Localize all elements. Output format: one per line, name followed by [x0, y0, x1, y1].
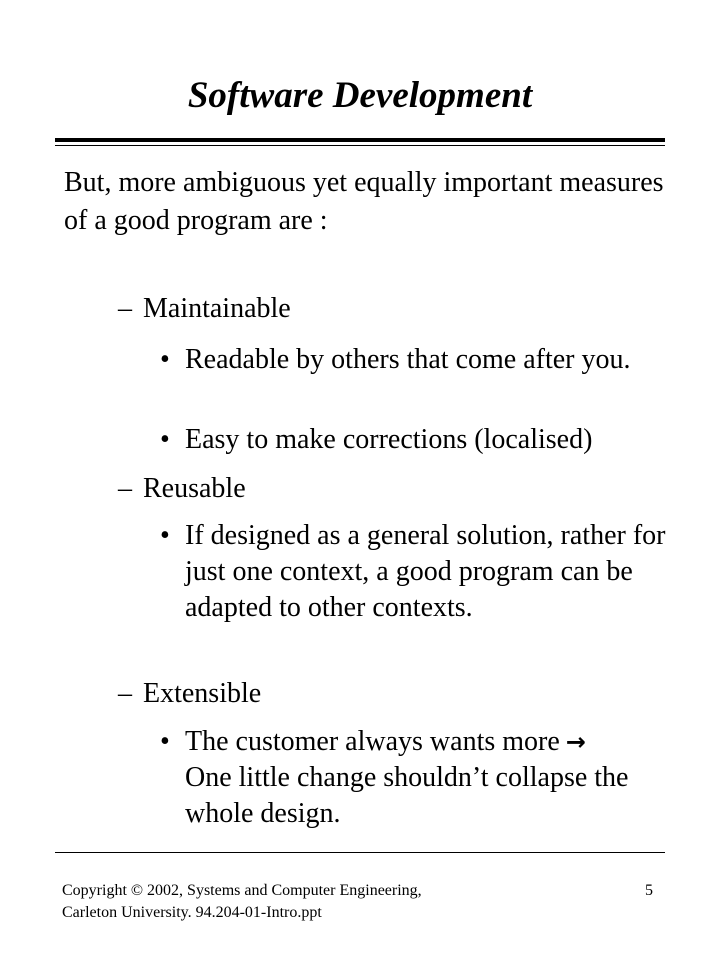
bullet-marker: • [160, 520, 170, 551]
title-divider-thick [55, 138, 665, 142]
footer-divider [55, 852, 665, 853]
heading-label: Reusable [143, 473, 246, 504]
dash-marker: – [118, 293, 132, 324]
heading-label: Extensible [143, 678, 262, 709]
slide-title: Software Development [187, 75, 533, 116]
footer-line-1: Copyright © 2002, Systems and Computer Engineering, [62, 882, 422, 899]
footer-copyright [62, 880, 522, 924]
bullet-marker: • [160, 344, 170, 375]
bullet-text: Easy to make corrections (localised) [185, 424, 593, 455]
title-divider-thin [55, 145, 665, 146]
dash-marker: – [118, 678, 132, 709]
arrow-right-icon: → [565, 728, 586, 756]
intro-text: But, more ambiguous yet equally important measures of a good program are : [64, 167, 664, 236]
bullet-text [185, 724, 675, 832]
footer-line-2: Carleton University. 94.204-01-Intro.ppt [62, 904, 322, 921]
page-number: 5 [645, 882, 653, 899]
bullet-text-part2: One little change shouldn’t collapse the whole design. [185, 762, 629, 829]
bullet-marker: • [160, 726, 170, 757]
bullet-marker: • [160, 424, 170, 455]
bullet-text: If designed as a general solution, rather for just one context, a good program can be adapted to other contexts. [185, 520, 666, 623]
bullet-text: Readable by others that come after you. [185, 344, 631, 375]
dash-marker: – [118, 473, 132, 504]
heading-label: Maintainable [143, 293, 291, 324]
bullet-text-part1: The customer always wants more [185, 726, 560, 757]
